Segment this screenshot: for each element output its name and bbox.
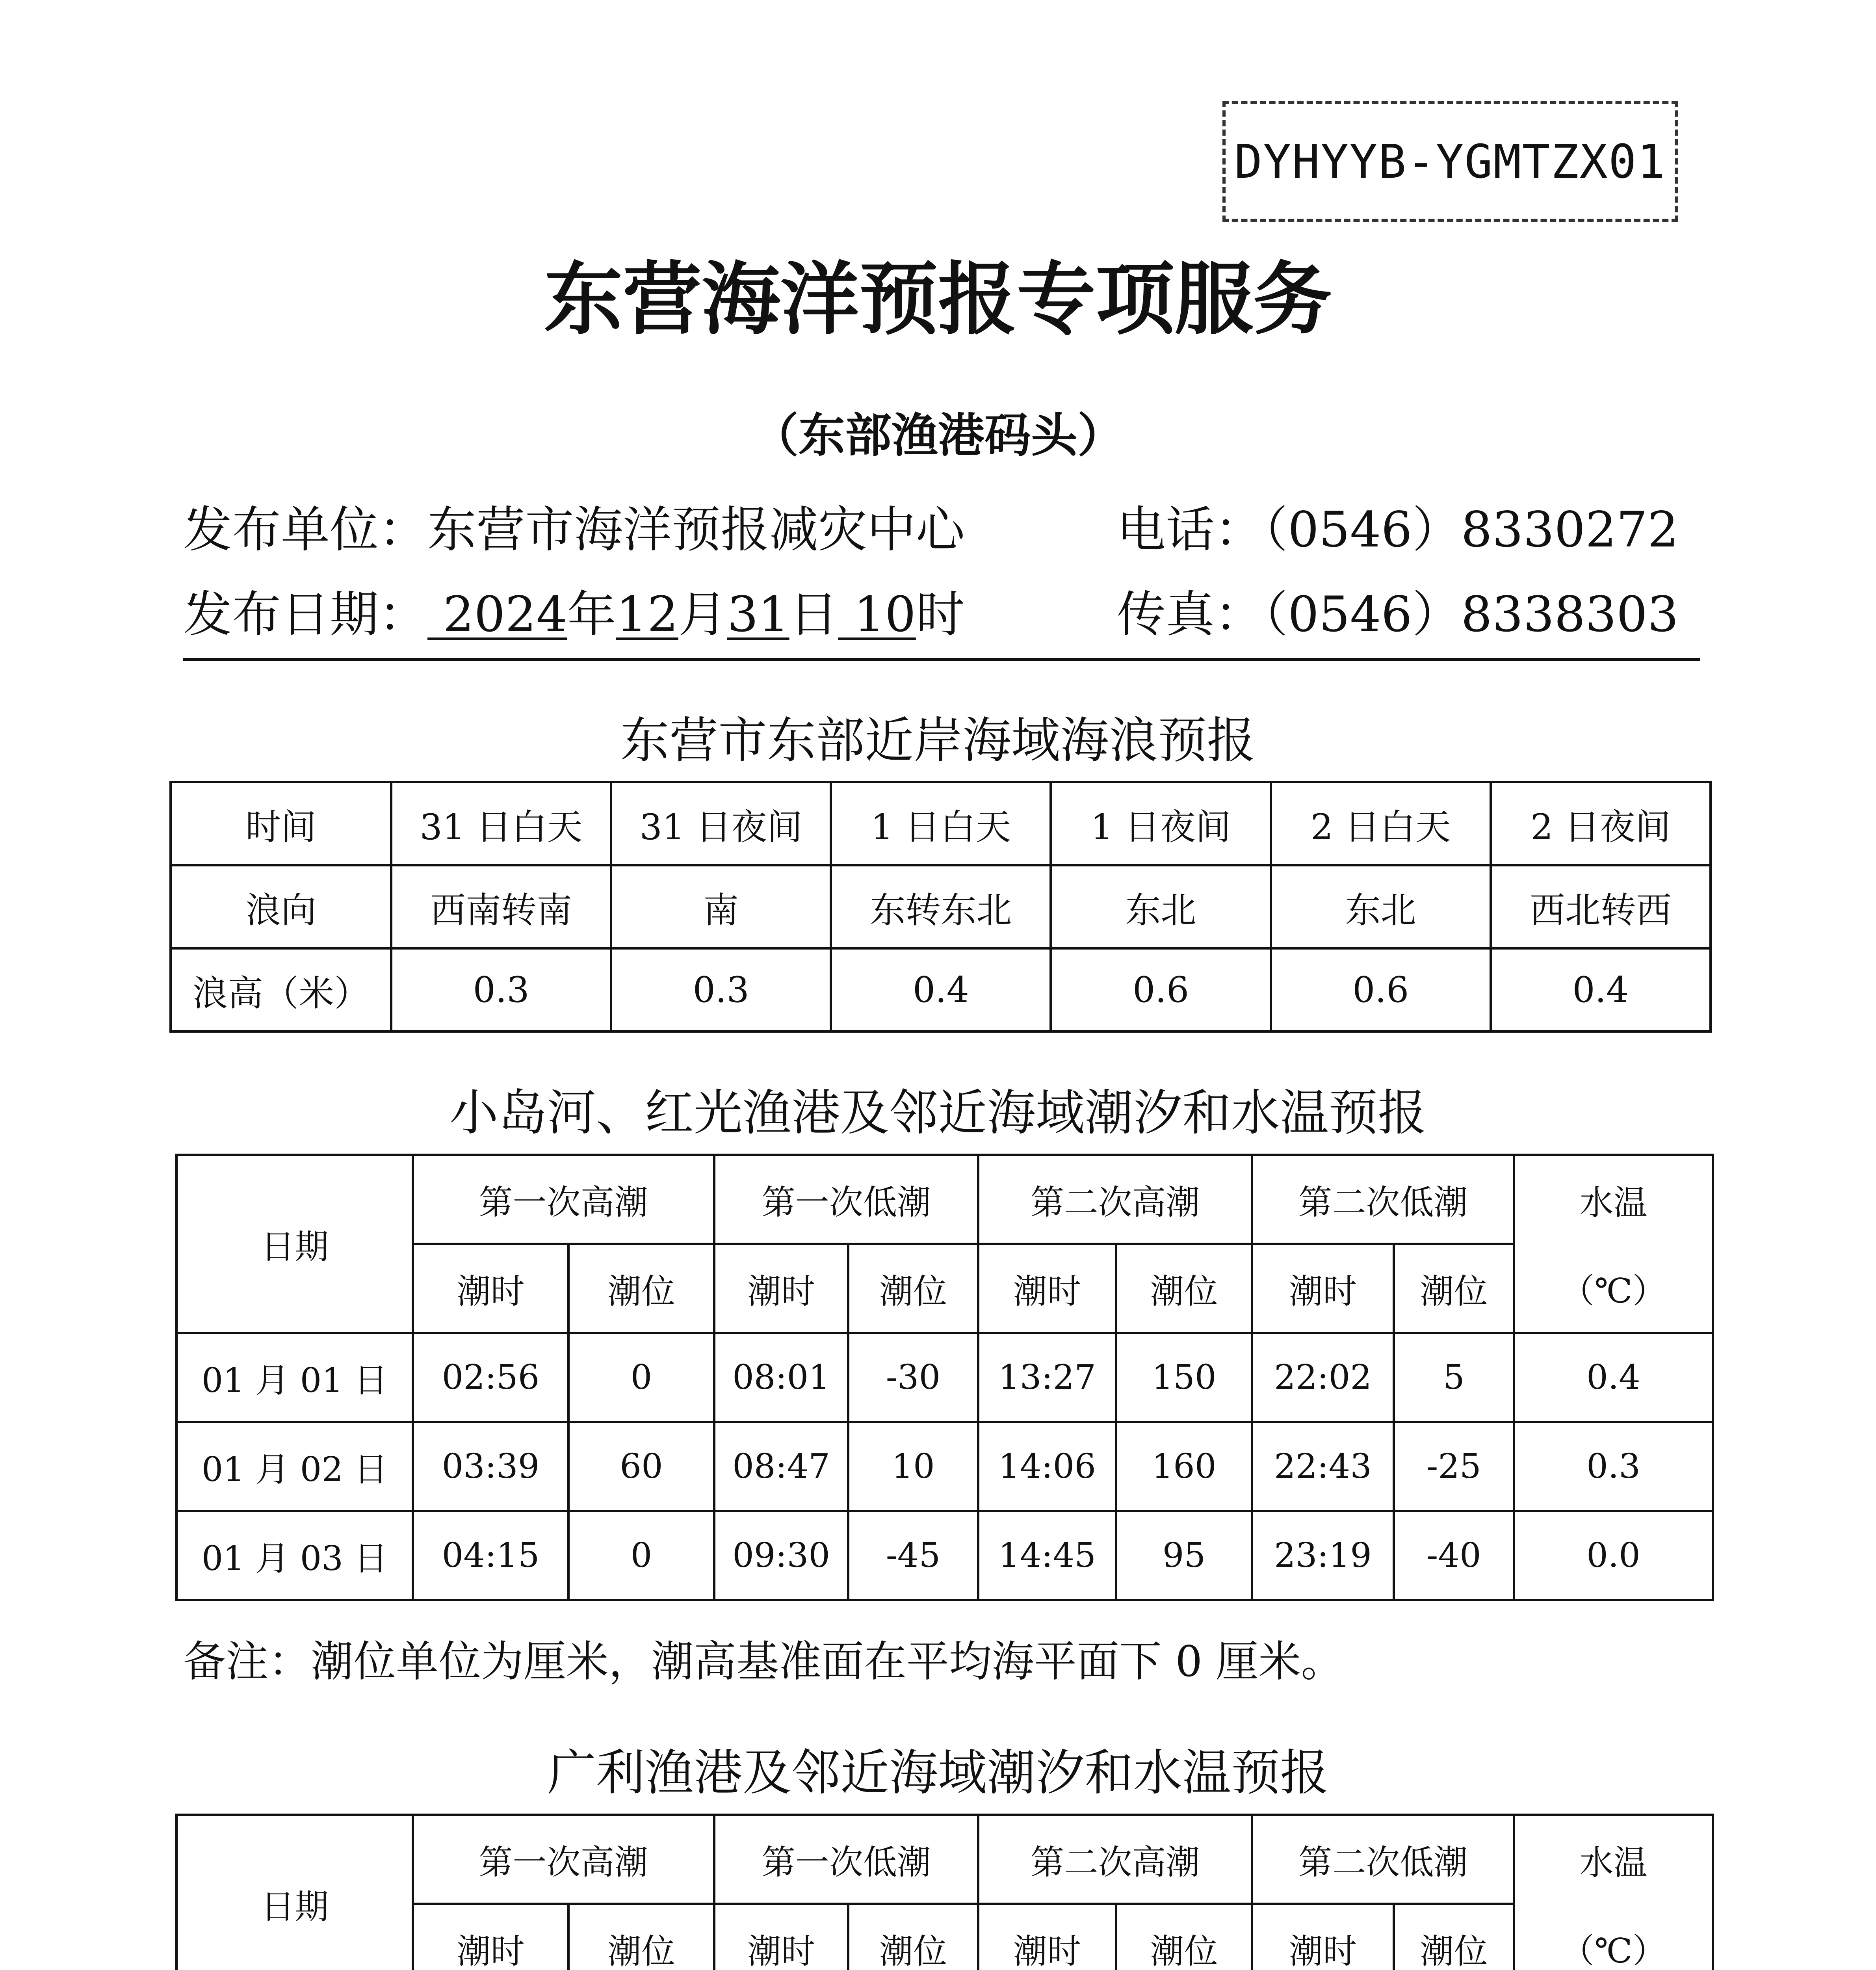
tide-cell: 02:56 bbox=[413, 1333, 568, 1422]
tide-time-header: 潮时 bbox=[978, 1904, 1116, 1970]
tide-cell: 95 bbox=[1116, 1511, 1252, 1600]
date-header: 日期 bbox=[176, 1155, 413, 1333]
direction-cell: 西南转南 bbox=[391, 865, 611, 948]
direction-cell: 东转东北 bbox=[831, 865, 1051, 948]
document-code: DYHYYB-YGMTZX01 bbox=[1222, 101, 1678, 222]
time-cell: 31 日白天 bbox=[391, 782, 611, 865]
time-cell: 2 日白天 bbox=[1271, 782, 1491, 865]
tide-level-header: 潮位 bbox=[848, 1904, 978, 1970]
tide-xiaodaohe-note: 备注：潮位单位为厘米，潮高基准面在平均海平面下 0 厘米。 bbox=[183, 1637, 1344, 1686]
water-temp-cell: 0.4 bbox=[1514, 1333, 1713, 1422]
phone-value: （0546）8330272 bbox=[1263, 502, 1679, 558]
publish-hour: 10 bbox=[854, 586, 916, 643]
date-cell: 01 月 01 日 bbox=[176, 1333, 413, 1422]
time-cell: 1 日夜间 bbox=[1051, 782, 1270, 865]
tide-cell: 03:39 bbox=[413, 1422, 568, 1511]
publisher-label: 发布单位： bbox=[183, 502, 428, 558]
fax-label: 传真： bbox=[1117, 586, 1264, 643]
publish-day: 31 bbox=[727, 586, 789, 643]
tide-cell: 22:02 bbox=[1252, 1333, 1394, 1422]
fax-line bbox=[1117, 575, 1679, 645]
page-title: 东营海洋预报专项服务 bbox=[544, 254, 1332, 346]
height-cell: 0.4 bbox=[831, 948, 1051, 1031]
tide-time-header: 潮时 bbox=[1252, 1904, 1394, 1970]
publisher-line bbox=[183, 491, 965, 561]
group-header: 第一次低潮 bbox=[714, 1815, 978, 1904]
tide-time-header: 潮时 bbox=[714, 1244, 848, 1333]
table-row bbox=[171, 865, 1711, 948]
table-row bbox=[176, 1511, 1713, 1600]
wave-forecast-title: 东营市东部近岸海域海浪预报 bbox=[620, 712, 1256, 769]
publish-hour-unit: 时 bbox=[916, 586, 965, 643]
height-cell: 0.6 bbox=[1271, 948, 1491, 1031]
publish-month: 12 bbox=[616, 586, 678, 643]
tide-cell: 13:27 bbox=[978, 1333, 1116, 1422]
direction-cell: 西北转西 bbox=[1491, 865, 1711, 948]
phone-line bbox=[1117, 491, 1679, 561]
water-temp-cell: 0.3 bbox=[1514, 1422, 1713, 1511]
height-cell: 0.3 bbox=[391, 948, 611, 1031]
fax-value: （0546）8338303 bbox=[1263, 586, 1679, 643]
table-row bbox=[176, 1333, 1713, 1422]
tide-cell: -30 bbox=[848, 1333, 978, 1422]
tide-cell: 08:01 bbox=[714, 1333, 848, 1422]
water-temp-header: 水温 （℃） bbox=[1514, 1815, 1713, 1970]
table-header-row bbox=[176, 1155, 1713, 1244]
tide-cell: 0 bbox=[568, 1511, 714, 1600]
tide-xiaodaohe-table bbox=[175, 1154, 1714, 1601]
group-header: 第二次低潮 bbox=[1252, 1815, 1514, 1904]
water-temp-header: 水温 （℃） bbox=[1514, 1155, 1713, 1333]
tide-time-header: 潮时 bbox=[413, 1904, 568, 1970]
group-header: 第一次高潮 bbox=[413, 1155, 714, 1244]
tide-level-header: 潮位 bbox=[848, 1244, 978, 1333]
tide-cell: 22:43 bbox=[1252, 1422, 1394, 1511]
date-header: 日期 bbox=[176, 1815, 413, 1970]
tide-cell: 23:19 bbox=[1252, 1511, 1394, 1600]
tide-cell: 150 bbox=[1116, 1333, 1252, 1422]
wave-forecast-table bbox=[169, 781, 1712, 1033]
tide-cell: 0 bbox=[568, 1333, 714, 1422]
tide-level-header: 潮位 bbox=[1116, 1244, 1252, 1333]
tide-cell: 14:45 bbox=[978, 1511, 1116, 1600]
tide-cell: 08:47 bbox=[714, 1422, 848, 1511]
time-cell: 31 日夜间 bbox=[611, 782, 831, 865]
tide-level-header: 潮位 bbox=[568, 1244, 714, 1333]
date-cell: 01 月 03 日 bbox=[176, 1511, 413, 1600]
time-header: 时间 bbox=[171, 782, 391, 865]
tide-cell: 10 bbox=[848, 1422, 978, 1511]
height-cell: 0.4 bbox=[1491, 948, 1711, 1031]
tide-cell: 160 bbox=[1116, 1422, 1252, 1511]
publish-date-line bbox=[183, 575, 965, 645]
page-subtitle: （东部渔港码头） bbox=[752, 408, 1124, 463]
phone-label: 电话： bbox=[1117, 502, 1264, 558]
group-header: 第一次高潮 bbox=[413, 1815, 714, 1904]
time-cell: 1 日白天 bbox=[831, 782, 1051, 865]
group-header: 第一次低潮 bbox=[714, 1155, 978, 1244]
tide-level-header: 潮位 bbox=[1116, 1904, 1252, 1970]
tide-guangli-title: 广利渔港及邻近海域潮汐和水温预报 bbox=[547, 1745, 1329, 1801]
tide-guangli-table bbox=[175, 1814, 1714, 1970]
tide-cell: 04:15 bbox=[413, 1511, 568, 1600]
table-header-row bbox=[176, 1815, 1713, 1904]
direction-cell: 南 bbox=[611, 865, 831, 948]
tide-level-header: 潮位 bbox=[1394, 1244, 1514, 1333]
date-cell: 01 月 02 日 bbox=[176, 1422, 413, 1511]
publish-day-unit: 日 bbox=[789, 586, 838, 643]
height-cell: 0.6 bbox=[1051, 948, 1270, 1031]
publish-month-unit: 月 bbox=[678, 586, 727, 643]
water-temp-cell: 0.0 bbox=[1514, 1511, 1713, 1600]
tide-cell: 14:06 bbox=[978, 1422, 1116, 1511]
tide-level-header: 潮位 bbox=[568, 1904, 714, 1970]
group-header: 第二次低潮 bbox=[1252, 1155, 1514, 1244]
tide-cell: 5 bbox=[1394, 1333, 1514, 1422]
tide-cell: -40 bbox=[1394, 1511, 1514, 1600]
height-header: 浪高（米） bbox=[171, 948, 391, 1031]
group-header: 第二次高潮 bbox=[978, 1155, 1252, 1244]
tide-cell: 60 bbox=[568, 1422, 714, 1511]
tide-time-header: 潮时 bbox=[413, 1244, 568, 1333]
tide-xiaodaohe-title: 小岛河、红光渔港及邻近海域潮汐和水温预报 bbox=[449, 1085, 1427, 1141]
table-row bbox=[176, 1422, 1713, 1511]
direction-cell: 东北 bbox=[1271, 865, 1491, 948]
tide-cell: 09:30 bbox=[714, 1511, 848, 1600]
tide-time-header: 潮时 bbox=[978, 1244, 1116, 1333]
publisher-value: 东营市海洋预报减灾中心 bbox=[427, 502, 965, 558]
publish-year: 2024 bbox=[443, 586, 568, 643]
time-cell: 2 日夜间 bbox=[1491, 782, 1711, 865]
tide-level-header: 潮位 bbox=[1394, 1904, 1514, 1970]
tide-cell: -25 bbox=[1394, 1422, 1514, 1511]
direction-cell: 东北 bbox=[1051, 865, 1270, 948]
tide-time-header: 潮时 bbox=[714, 1904, 848, 1970]
group-header: 第二次高潮 bbox=[978, 1815, 1252, 1904]
table-row bbox=[171, 782, 1711, 865]
table-row bbox=[171, 948, 1711, 1031]
tide-cell: -45 bbox=[848, 1511, 978, 1600]
direction-header: 浪向 bbox=[171, 865, 391, 948]
header-divider bbox=[183, 658, 1700, 661]
tide-time-header: 潮时 bbox=[1252, 1244, 1394, 1333]
publish-date-label: 发布日期： bbox=[183, 586, 428, 643]
height-cell: 0.3 bbox=[611, 948, 831, 1031]
publish-year-unit: 年 bbox=[567, 586, 617, 643]
